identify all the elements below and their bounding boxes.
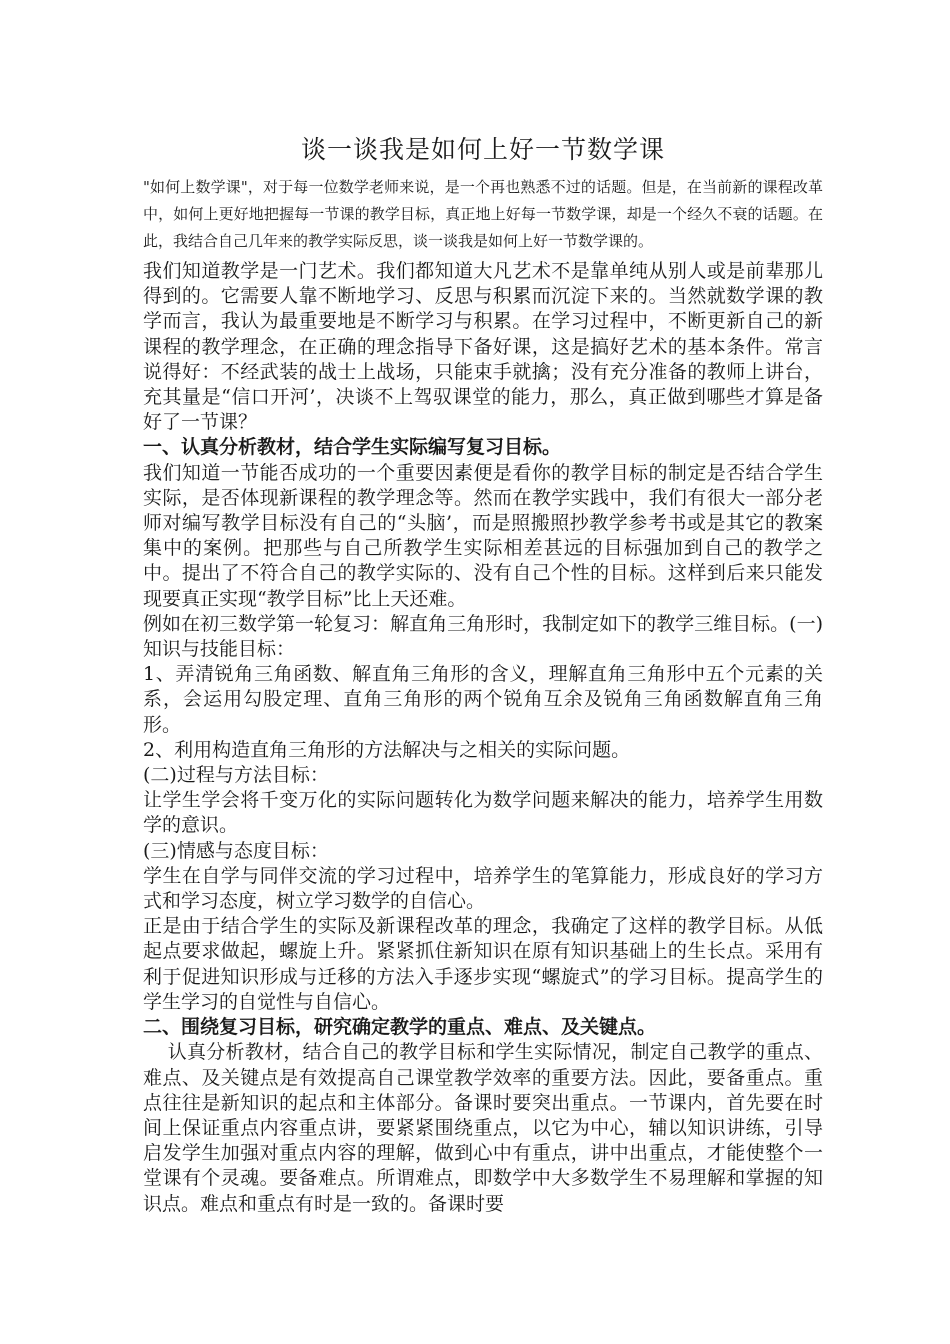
paragraph-attitude-goal: 学生在自学与同伴交流的学习过程中，培养学生的笔算能力，形成良好的学习方式和学习态度，树立学习数学的自信心。	[143, 864, 823, 913]
paragraph-goal-1: 1、弄清锐角三角函数、解直角三角形的含义，理解直角三角形中五个元素的关系，会运用勾股定理、直角三角形的两个锐角互余及锐角三角函数解直角三角形。	[143, 663, 823, 736]
paragraph-teaching-goals: 我们知道一节能否成功的一个重要因素便是看你的教学目标的制定是否结合学生实际，是否体现新课程的教学理念等。然而在教学实践中，我们有很大一部分老师对编写教学目标没有自己的“头脑’，而是照搬照抄教学参考书或是其它的教案集中的案例。把那些与自己所教学生实际相差甚远的目标强加到自己的教学之中。提出了不符合自己的教学实际的、没有自己个性的目标。这样到后来只能发现要真正实现“教学目标”比上天还难。	[143, 461, 823, 610]
paragraph-summary: 正是由于结合学生的实际及新课程改革的理念，我确定了这样的教学目标。从低起点要求做起，螺旋上升。紧紧抓住新知识在原有知识基础上的生长点。采用有利于促进知识形成与迁移的方法入手逐步实现“螺旋式”的学习目标。提高学生的学生学习的自觉性与自信心。	[143, 915, 823, 1013]
paragraph-process-goal: 让学生学会将千变万化的实际问题转化为数学问题来解决的能力，培养学生用数学的意识。	[143, 789, 823, 837]
paragraph-process-heading: (二)过程与方法目标：	[143, 764, 329, 787]
intro-paragraph: "如何上数学课"，对于每一位数学老师来说，是一个再也熟悉不过的话题。但是，在当前新的课程改革中，如何上更好地把握每一节课的教学目标，真正地上好每一节数学课，却是一个经久不衰的话题。在此，我结合自己几年来的教学实际反思，谈一谈我是如何上好一节数学课的。	[143, 178, 823, 250]
paragraph-attitude-heading: (三)情感与态度目标：	[143, 839, 329, 862]
paragraph-example: 例如在初三数学第一轮复习：解直角三角形时，我制定如下的教学三维目标。(一)知识与技能目标：	[143, 612, 823, 661]
paragraph-key-points: 认真分析教材，结合自己的教学目标和学生实际情况，制定自己教学的重点、难点、及关键点是有效提高自己课堂教学效率的重要方法。因此，要备重点。重点往往是新知识的起点和主体部分。备课时要突出重点。一节课内，首先要在时间上保证重点内容重点讲，要紧紧围绕重点，以它为中心，辅以知识讲练，引导启发学生加强对重点内容的理解，做到心中有重点，讲中出重点，才能使整个一堂课有个灵魂。要备难点。所谓难点，即数学中大多数学生不易理解和掌握的知识点。难点和重点有时是一致的。备课时要	[143, 1041, 823, 1215]
paragraph-art-of-teaching: 我们知道教学是一门艺术。我们都知道大凡艺术不是靠单纯从别人或是前辈那儿得到的。它需要人靠不断地学习、反思与积累而沉淀下来的。当然就数学课的教学而言，我认为最重要地是不断学习与积累。在学习过程中，不断更新自己的新课程的教学理念，在正确的理念指导下备好课，这是搞好艺术的基本条件。常言说得好：不经武装的战士上战场，只能束手就擒；没有充分准备的教师上讲台，充其量是“信口开河’，决谈不上驾驭课堂的能力，那么，真正做到哪些才算是备好了一节课？	[143, 260, 823, 434]
section-heading-1: 一、认真分析教材，结合学生实际编写复习目标。	[143, 436, 562, 459]
document-title: 谈一谈我是如何上好一节数学课	[300, 135, 665, 164]
document-page	[143, 132, 823, 1217]
paragraph-goal-2: 2、利用构造直角三角形的方法解决与之相关的实际问题。	[143, 738, 631, 761]
section-heading-2: 二、围绕复习目标，研究确定教学的重点、难点、及关键点。	[143, 1016, 657, 1039]
